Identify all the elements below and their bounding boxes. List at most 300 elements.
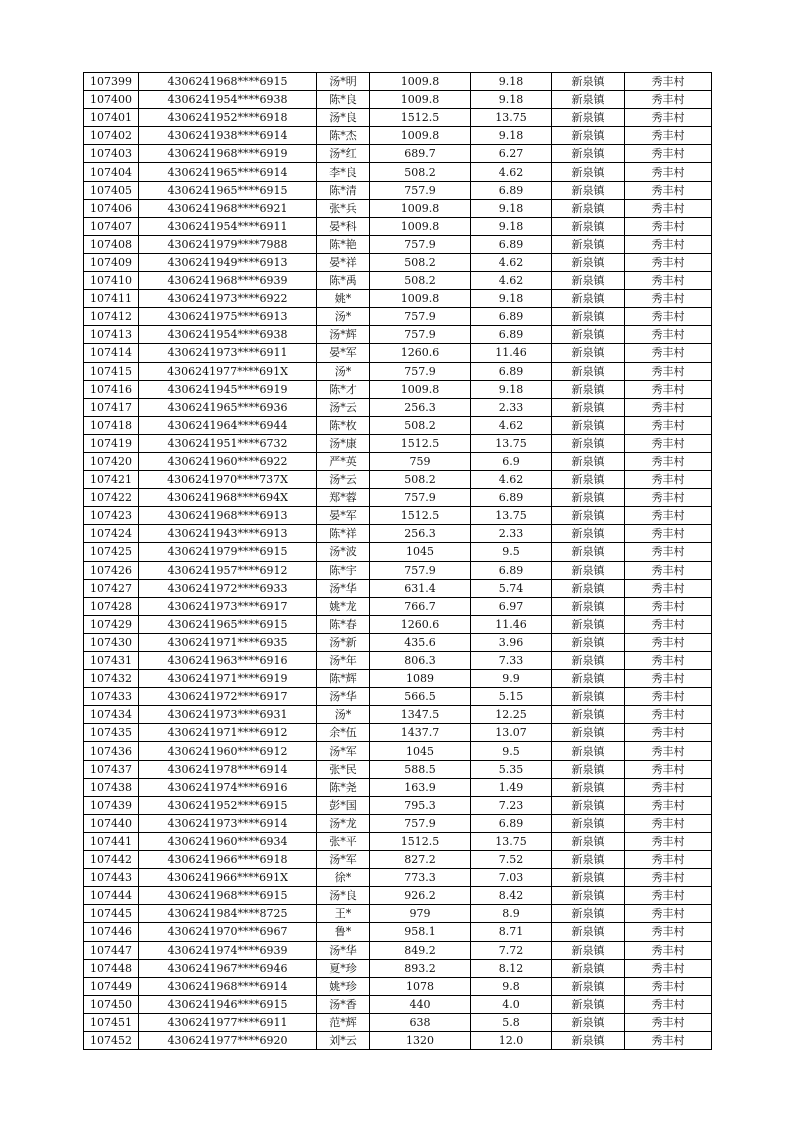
table-row bbox=[84, 869, 712, 887]
name-cell: 范*辉 bbox=[317, 1013, 370, 1031]
row-number-cell: 107443 bbox=[84, 869, 139, 887]
town-cell: 新泉镇 bbox=[552, 434, 625, 452]
name-cell: 汤*华 bbox=[317, 579, 370, 597]
value-cell: 13.75 bbox=[471, 109, 552, 127]
town-cell: 新泉镇 bbox=[552, 235, 625, 253]
village-cell: 秀丰村 bbox=[625, 941, 712, 959]
table-row bbox=[84, 344, 712, 362]
name-cell: 刘*云 bbox=[317, 1031, 370, 1049]
table-row bbox=[84, 652, 712, 670]
village-cell: 秀丰村 bbox=[625, 362, 712, 380]
id-number-cell: 4306241977****6920 bbox=[139, 1031, 317, 1049]
value-cell: 7.23 bbox=[471, 796, 552, 814]
town-cell: 新泉镇 bbox=[552, 1031, 625, 1049]
name-cell: 晏*科 bbox=[317, 217, 370, 235]
amount-cell: 849.2 bbox=[370, 941, 471, 959]
amount-cell: 757.9 bbox=[370, 561, 471, 579]
id-number-cell: 4306241972****6933 bbox=[139, 579, 317, 597]
value-cell: 13.07 bbox=[471, 724, 552, 742]
name-cell: 汤*良 bbox=[317, 109, 370, 127]
town-cell: 新泉镇 bbox=[552, 688, 625, 706]
id-number-cell: 4306241978****6914 bbox=[139, 760, 317, 778]
name-cell: 汤*军 bbox=[317, 742, 370, 760]
village-cell: 秀丰村 bbox=[625, 760, 712, 778]
name-cell: 晏*军 bbox=[317, 344, 370, 362]
amount-cell: 1260.6 bbox=[370, 344, 471, 362]
value-cell: 2.33 bbox=[471, 398, 552, 416]
value-cell: 4.62 bbox=[471, 163, 552, 181]
amount-cell: 759 bbox=[370, 452, 471, 470]
value-cell: 9.18 bbox=[471, 380, 552, 398]
table-row bbox=[84, 434, 712, 452]
village-cell: 秀丰村 bbox=[625, 561, 712, 579]
village-cell: 秀丰村 bbox=[625, 796, 712, 814]
id-number-cell: 4306241973****6931 bbox=[139, 706, 317, 724]
value-cell: 4.62 bbox=[471, 416, 552, 434]
value-cell: 6.89 bbox=[471, 181, 552, 199]
row-number-cell: 107437 bbox=[84, 760, 139, 778]
village-cell: 秀丰村 bbox=[625, 670, 712, 688]
table-row bbox=[84, 398, 712, 416]
value-cell: 7.03 bbox=[471, 869, 552, 887]
amount-cell: 256.3 bbox=[370, 398, 471, 416]
row-number-cell: 107445 bbox=[84, 905, 139, 923]
name-cell: 汤*龙 bbox=[317, 814, 370, 832]
town-cell: 新泉镇 bbox=[552, 452, 625, 470]
village-cell: 秀丰村 bbox=[625, 905, 712, 923]
table-row bbox=[84, 452, 712, 470]
town-cell: 新泉镇 bbox=[552, 724, 625, 742]
value-cell: 5.35 bbox=[471, 760, 552, 778]
amount-cell: 757.9 bbox=[370, 362, 471, 380]
row-number-cell: 107402 bbox=[84, 127, 139, 145]
amount-cell: 1009.8 bbox=[370, 380, 471, 398]
amount-cell: 806.3 bbox=[370, 652, 471, 670]
row-number-cell: 107404 bbox=[84, 163, 139, 181]
table-row bbox=[84, 163, 712, 181]
id-number-cell: 4306241954****6911 bbox=[139, 217, 317, 235]
name-cell: 姚*珍 bbox=[317, 977, 370, 995]
table-row bbox=[84, 380, 712, 398]
amount-cell: 1078 bbox=[370, 977, 471, 995]
row-number-cell: 107452 bbox=[84, 1031, 139, 1049]
town-cell: 新泉镇 bbox=[552, 832, 625, 850]
id-number-cell: 4306241970****737X bbox=[139, 471, 317, 489]
row-number-cell: 107416 bbox=[84, 380, 139, 398]
id-number-cell: 4306241945****6919 bbox=[139, 380, 317, 398]
row-number-cell: 107418 bbox=[84, 416, 139, 434]
name-cell: 汤* bbox=[317, 308, 370, 326]
amount-cell: 163.9 bbox=[370, 778, 471, 796]
id-number-cell: 4306241973****6917 bbox=[139, 597, 317, 615]
name-cell: 汤*云 bbox=[317, 471, 370, 489]
table-row bbox=[84, 688, 712, 706]
name-cell: 陈*艳 bbox=[317, 235, 370, 253]
town-cell: 新泉镇 bbox=[552, 887, 625, 905]
town-cell: 新泉镇 bbox=[552, 796, 625, 814]
village-cell: 秀丰村 bbox=[625, 416, 712, 434]
town-cell: 新泉镇 bbox=[552, 778, 625, 796]
village-cell: 秀丰村 bbox=[625, 814, 712, 832]
amount-cell: 1009.8 bbox=[370, 199, 471, 217]
amount-cell: 1260.6 bbox=[370, 615, 471, 633]
row-number-cell: 107451 bbox=[84, 1013, 139, 1031]
value-cell: 5.74 bbox=[471, 579, 552, 597]
row-number-cell: 107399 bbox=[84, 73, 139, 91]
row-number-cell: 107429 bbox=[84, 615, 139, 633]
table-row bbox=[84, 109, 712, 127]
town-cell: 新泉镇 bbox=[552, 489, 625, 507]
value-cell: 8.71 bbox=[471, 923, 552, 941]
town-cell: 新泉镇 bbox=[552, 272, 625, 290]
name-cell: 晏*军 bbox=[317, 507, 370, 525]
village-cell: 秀丰村 bbox=[625, 724, 712, 742]
name-cell: 王* bbox=[317, 905, 370, 923]
amount-cell: 1512.5 bbox=[370, 109, 471, 127]
town-cell: 新泉镇 bbox=[552, 977, 625, 995]
village-cell: 秀丰村 bbox=[625, 290, 712, 308]
village-cell: 秀丰村 bbox=[625, 326, 712, 344]
town-cell: 新泉镇 bbox=[552, 615, 625, 633]
town-cell: 新泉镇 bbox=[552, 127, 625, 145]
village-cell: 秀丰村 bbox=[625, 235, 712, 253]
id-number-cell: 4306241970****6967 bbox=[139, 923, 317, 941]
amount-cell: 440 bbox=[370, 995, 471, 1013]
id-number-cell: 4306241946****6915 bbox=[139, 995, 317, 1013]
value-cell: 6.89 bbox=[471, 489, 552, 507]
value-cell: 7.72 bbox=[471, 941, 552, 959]
village-cell: 秀丰村 bbox=[625, 398, 712, 416]
value-cell: 6.89 bbox=[471, 362, 552, 380]
row-number-cell: 107422 bbox=[84, 489, 139, 507]
row-number-cell: 107423 bbox=[84, 507, 139, 525]
value-cell: 4.0 bbox=[471, 995, 552, 1013]
value-cell: 12.25 bbox=[471, 706, 552, 724]
town-cell: 新泉镇 bbox=[552, 579, 625, 597]
name-cell: 汤*明 bbox=[317, 73, 370, 91]
id-number-cell: 4306241974****6939 bbox=[139, 941, 317, 959]
row-number-cell: 107425 bbox=[84, 543, 139, 561]
town-cell: 新泉镇 bbox=[552, 344, 625, 362]
town-cell: 新泉镇 bbox=[552, 290, 625, 308]
name-cell: 汤*华 bbox=[317, 941, 370, 959]
row-number-cell: 107409 bbox=[84, 253, 139, 271]
value-cell: 9.18 bbox=[471, 290, 552, 308]
table-row bbox=[84, 362, 712, 380]
value-cell: 6.97 bbox=[471, 597, 552, 615]
name-cell: 陈*尧 bbox=[317, 778, 370, 796]
row-number-cell: 107448 bbox=[84, 959, 139, 977]
id-number-cell: 4306241968****6921 bbox=[139, 199, 317, 217]
village-cell: 秀丰村 bbox=[625, 851, 712, 869]
value-cell: 4.62 bbox=[471, 471, 552, 489]
table-row bbox=[84, 724, 712, 742]
id-number-cell: 4306241965****6915 bbox=[139, 181, 317, 199]
row-number-cell: 107421 bbox=[84, 471, 139, 489]
amount-cell: 631.4 bbox=[370, 579, 471, 597]
village-cell: 秀丰村 bbox=[625, 778, 712, 796]
amount-cell: 435.6 bbox=[370, 633, 471, 651]
table-row bbox=[84, 217, 712, 235]
amount-cell: 1009.8 bbox=[370, 290, 471, 308]
village-cell: 秀丰村 bbox=[625, 507, 712, 525]
amount-cell: 508.2 bbox=[370, 272, 471, 290]
value-cell: 6.89 bbox=[471, 814, 552, 832]
amount-cell: 1045 bbox=[370, 543, 471, 561]
row-number-cell: 107427 bbox=[84, 579, 139, 597]
name-cell: 汤*军 bbox=[317, 851, 370, 869]
table-row bbox=[84, 977, 712, 995]
amount-cell: 757.9 bbox=[370, 235, 471, 253]
row-number-cell: 107446 bbox=[84, 923, 139, 941]
value-cell: 5.15 bbox=[471, 688, 552, 706]
name-cell: 姚*龙 bbox=[317, 597, 370, 615]
village-cell: 秀丰村 bbox=[625, 308, 712, 326]
town-cell: 新泉镇 bbox=[552, 742, 625, 760]
name-cell: 张*平 bbox=[317, 832, 370, 850]
value-cell: 6.89 bbox=[471, 308, 552, 326]
town-cell: 新泉镇 bbox=[552, 633, 625, 651]
name-cell: 汤*波 bbox=[317, 543, 370, 561]
town-cell: 新泉镇 bbox=[552, 109, 625, 127]
amount-cell: 1009.8 bbox=[370, 127, 471, 145]
amount-cell: 1009.8 bbox=[370, 73, 471, 91]
name-cell: 陈*杰 bbox=[317, 127, 370, 145]
town-cell: 新泉镇 bbox=[552, 1013, 625, 1031]
row-number-cell: 107440 bbox=[84, 814, 139, 832]
town-cell: 新泉镇 bbox=[552, 543, 625, 561]
value-cell: 1.49 bbox=[471, 778, 552, 796]
value-cell: 6.89 bbox=[471, 326, 552, 344]
id-number-cell: 4306241954****6938 bbox=[139, 91, 317, 109]
town-cell: 新泉镇 bbox=[552, 959, 625, 977]
value-cell: 8.12 bbox=[471, 959, 552, 977]
town-cell: 新泉镇 bbox=[552, 652, 625, 670]
row-number-cell: 107430 bbox=[84, 633, 139, 651]
name-cell: 汤*辉 bbox=[317, 326, 370, 344]
value-cell: 6.27 bbox=[471, 145, 552, 163]
table-row bbox=[84, 814, 712, 832]
amount-cell: 1437.7 bbox=[370, 724, 471, 742]
id-number-cell: 4306241951****6732 bbox=[139, 434, 317, 452]
id-number-cell: 4306241963****6916 bbox=[139, 652, 317, 670]
value-cell: 9.9 bbox=[471, 670, 552, 688]
town-cell: 新泉镇 bbox=[552, 217, 625, 235]
village-cell: 秀丰村 bbox=[625, 489, 712, 507]
value-cell: 4.62 bbox=[471, 272, 552, 290]
village-cell: 秀丰村 bbox=[625, 977, 712, 995]
table-row bbox=[84, 851, 712, 869]
value-cell: 3.96 bbox=[471, 633, 552, 651]
town-cell: 新泉镇 bbox=[552, 905, 625, 923]
town-cell: 新泉镇 bbox=[552, 199, 625, 217]
name-cell: 陈*良 bbox=[317, 91, 370, 109]
id-number-cell: 4306241971****6919 bbox=[139, 670, 317, 688]
id-number-cell: 4306241972****6917 bbox=[139, 688, 317, 706]
village-cell: 秀丰村 bbox=[625, 380, 712, 398]
village-cell: 秀丰村 bbox=[625, 869, 712, 887]
town-cell: 新泉镇 bbox=[552, 91, 625, 109]
village-cell: 秀丰村 bbox=[625, 1031, 712, 1049]
amount-cell: 757.9 bbox=[370, 181, 471, 199]
table-row bbox=[84, 760, 712, 778]
row-number-cell: 107438 bbox=[84, 778, 139, 796]
name-cell: 陈*辉 bbox=[317, 670, 370, 688]
amount-cell: 893.2 bbox=[370, 959, 471, 977]
id-number-cell: 4306241968****6919 bbox=[139, 145, 317, 163]
amount-cell: 757.9 bbox=[370, 326, 471, 344]
id-number-cell: 4306241968****6913 bbox=[139, 507, 317, 525]
table-row bbox=[84, 905, 712, 923]
id-number-cell: 4306241949****6913 bbox=[139, 253, 317, 271]
name-cell: 张*兵 bbox=[317, 199, 370, 217]
id-number-cell: 4306241965****6915 bbox=[139, 615, 317, 633]
table-row bbox=[84, 199, 712, 217]
value-cell: 9.18 bbox=[471, 217, 552, 235]
village-cell: 秀丰村 bbox=[625, 109, 712, 127]
village-cell: 秀丰村 bbox=[625, 597, 712, 615]
value-cell: 6.89 bbox=[471, 235, 552, 253]
row-number-cell: 107406 bbox=[84, 199, 139, 217]
table-row bbox=[84, 471, 712, 489]
id-number-cell: 4306241965****6914 bbox=[139, 163, 317, 181]
table-row bbox=[84, 489, 712, 507]
village-cell: 秀丰村 bbox=[625, 344, 712, 362]
amount-cell: 1320 bbox=[370, 1031, 471, 1049]
table-row bbox=[84, 615, 712, 633]
town-cell: 新泉镇 bbox=[552, 380, 625, 398]
town-cell: 新泉镇 bbox=[552, 941, 625, 959]
village-cell: 秀丰村 bbox=[625, 688, 712, 706]
name-cell: 汤*年 bbox=[317, 652, 370, 670]
name-cell: 陈*枚 bbox=[317, 416, 370, 434]
amount-cell: 588.5 bbox=[370, 760, 471, 778]
amount-cell: 757.9 bbox=[370, 814, 471, 832]
amount-cell: 1512.5 bbox=[370, 832, 471, 850]
value-cell: 9.18 bbox=[471, 199, 552, 217]
amount-cell: 1512.5 bbox=[370, 507, 471, 525]
name-cell: 严*英 bbox=[317, 452, 370, 470]
id-number-cell: 4306241977****691X bbox=[139, 362, 317, 380]
value-cell: 13.75 bbox=[471, 507, 552, 525]
village-cell: 秀丰村 bbox=[625, 73, 712, 91]
town-cell: 新泉镇 bbox=[552, 760, 625, 778]
amount-cell: 1045 bbox=[370, 742, 471, 760]
village-cell: 秀丰村 bbox=[625, 253, 712, 271]
id-number-cell: 4306241973****6914 bbox=[139, 814, 317, 832]
village-cell: 秀丰村 bbox=[625, 272, 712, 290]
table-body bbox=[84, 73, 712, 1050]
village-cell: 秀丰村 bbox=[625, 525, 712, 543]
id-number-cell: 4306241964****6944 bbox=[139, 416, 317, 434]
id-number-cell: 4306241971****6935 bbox=[139, 633, 317, 651]
town-cell: 新泉镇 bbox=[552, 73, 625, 91]
row-number-cell: 107441 bbox=[84, 832, 139, 850]
town-cell: 新泉镇 bbox=[552, 597, 625, 615]
amount-cell: 508.2 bbox=[370, 163, 471, 181]
value-cell: 9.5 bbox=[471, 742, 552, 760]
row-number-cell: 107415 bbox=[84, 362, 139, 380]
value-cell: 9.5 bbox=[471, 543, 552, 561]
town-cell: 新泉镇 bbox=[552, 253, 625, 271]
id-number-cell: 4306241971****6912 bbox=[139, 724, 317, 742]
value-cell: 5.8 bbox=[471, 1013, 552, 1031]
town-cell: 新泉镇 bbox=[552, 507, 625, 525]
value-cell: 6.89 bbox=[471, 561, 552, 579]
table-row bbox=[84, 235, 712, 253]
amount-cell: 508.2 bbox=[370, 416, 471, 434]
village-cell: 秀丰村 bbox=[625, 543, 712, 561]
town-cell: 新泉镇 bbox=[552, 163, 625, 181]
value-cell: 6.9 bbox=[471, 452, 552, 470]
table-row bbox=[84, 73, 712, 91]
row-number-cell: 107401 bbox=[84, 109, 139, 127]
village-cell: 秀丰村 bbox=[625, 199, 712, 217]
town-cell: 新泉镇 bbox=[552, 308, 625, 326]
row-number-cell: 107450 bbox=[84, 995, 139, 1013]
table-row bbox=[84, 1031, 712, 1049]
id-number-cell: 4306241979****6915 bbox=[139, 543, 317, 561]
name-cell: 汤*康 bbox=[317, 434, 370, 452]
name-cell: 汤*华 bbox=[317, 688, 370, 706]
id-number-cell: 4306241943****6913 bbox=[139, 525, 317, 543]
town-cell: 新泉镇 bbox=[552, 670, 625, 688]
name-cell: 郑*蓉 bbox=[317, 489, 370, 507]
value-cell: 9.18 bbox=[471, 127, 552, 145]
row-number-cell: 107442 bbox=[84, 851, 139, 869]
table-row bbox=[84, 181, 712, 199]
name-cell: 李*良 bbox=[317, 163, 370, 181]
id-number-cell: 4306241974****6916 bbox=[139, 778, 317, 796]
name-cell: 汤*香 bbox=[317, 995, 370, 1013]
row-number-cell: 107405 bbox=[84, 181, 139, 199]
table-row bbox=[84, 91, 712, 109]
value-cell: 13.75 bbox=[471, 434, 552, 452]
town-cell: 新泉镇 bbox=[552, 869, 625, 887]
amount-cell: 757.9 bbox=[370, 308, 471, 326]
town-cell: 新泉镇 bbox=[552, 706, 625, 724]
table-row bbox=[84, 507, 712, 525]
row-number-cell: 107420 bbox=[84, 452, 139, 470]
village-cell: 秀丰村 bbox=[625, 832, 712, 850]
name-cell: 张*民 bbox=[317, 760, 370, 778]
amount-cell: 827.2 bbox=[370, 851, 471, 869]
name-cell: 汤* bbox=[317, 362, 370, 380]
name-cell: 余*伍 bbox=[317, 724, 370, 742]
id-number-cell: 4306241973****6911 bbox=[139, 344, 317, 362]
table-row bbox=[84, 832, 712, 850]
table-row bbox=[84, 416, 712, 434]
row-number-cell: 107426 bbox=[84, 561, 139, 579]
amount-cell: 1009.8 bbox=[370, 91, 471, 109]
name-cell: 陈*春 bbox=[317, 615, 370, 633]
village-cell: 秀丰村 bbox=[625, 959, 712, 977]
id-number-cell: 4306241968****6914 bbox=[139, 977, 317, 995]
name-cell: 陈*祥 bbox=[317, 525, 370, 543]
name-cell: 姚* bbox=[317, 290, 370, 308]
id-number-cell: 4306241960****6922 bbox=[139, 452, 317, 470]
row-number-cell: 107412 bbox=[84, 308, 139, 326]
village-cell: 秀丰村 bbox=[625, 145, 712, 163]
value-cell: 7.52 bbox=[471, 851, 552, 869]
table-row bbox=[84, 308, 712, 326]
amount-cell: 256.3 bbox=[370, 525, 471, 543]
amount-cell: 689.7 bbox=[370, 145, 471, 163]
row-number-cell: 107408 bbox=[84, 235, 139, 253]
value-cell: 9.18 bbox=[471, 91, 552, 109]
id-number-cell: 4306241960****6934 bbox=[139, 832, 317, 850]
row-number-cell: 107436 bbox=[84, 742, 139, 760]
